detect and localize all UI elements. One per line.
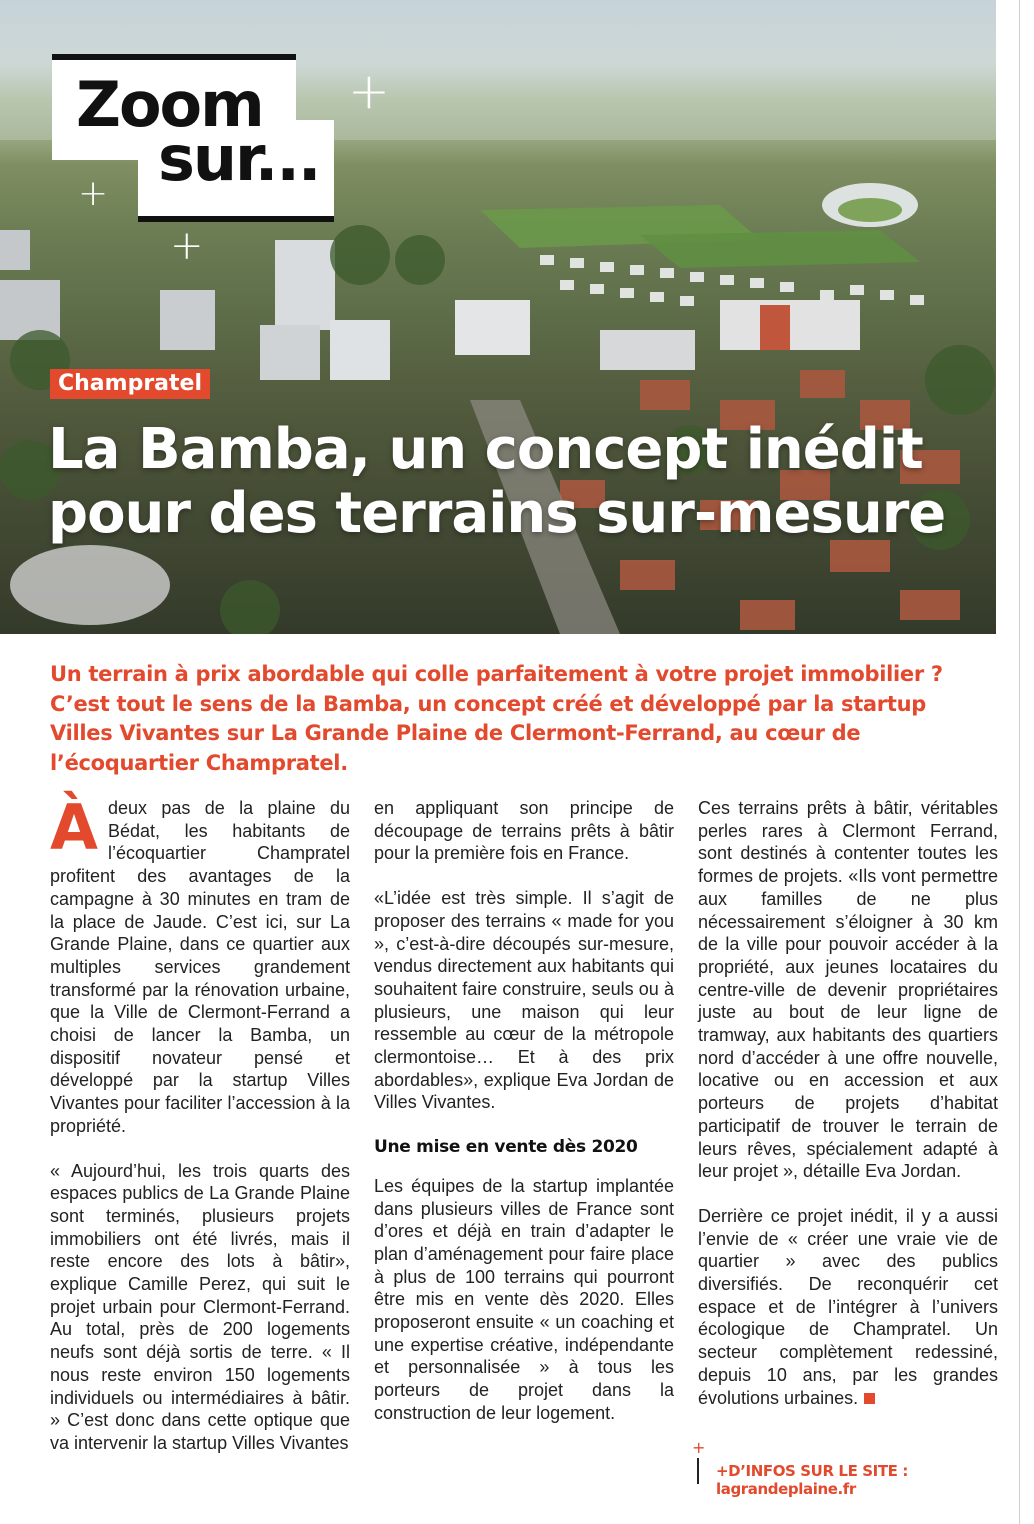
zoom-title-line2: sur... (158, 122, 320, 195)
plus-decoration-icon: + (348, 62, 390, 120)
info-divider (697, 1458, 699, 1484)
end-mark-icon (864, 1393, 875, 1404)
page-margin (996, 0, 1034, 1524)
article-column-1 (50, 791, 350, 1477)
article-paragraph: Les équipes de la startup implantée dans plusieurs villes de France sont d’ores et déjà en train d’adapter le plan d’aménagement pour faire place à plus de 100 terrains qui pourront être mis en vente dès 2020. Elles proposeront ensuite « un coaching et une expertise créative, indépendante et personnalisée » à tous les porteurs de projet dans la construction de leur logement. (374, 1175, 674, 1423)
website-link[interactable]: +D’INFOS SUR LE SITE : lagrandeplaine.fr (716, 1462, 908, 1498)
article-column-3 (698, 797, 998, 1431)
article-headline: La Bamba, un concept inédit pour des terrains sur-mesure (48, 417, 946, 546)
zoom-title-line1: Zoom (76, 68, 263, 141)
article-paragraph-continued: en appliquant son principe de découpage de terrains prêts à bâtir pour la première fois en France. (374, 798, 674, 864)
section-kicker: Champratel (50, 369, 210, 399)
article-paragraph (698, 1205, 998, 1409)
info-plus-icon: + (692, 1438, 706, 1457)
drop-cap: À (50, 791, 98, 864)
article-column-2 (374, 797, 674, 1447)
article-subheading: Une mise en vente dès 2020 (374, 1137, 638, 1158)
plus-decoration-icon: + (170, 223, 204, 269)
plus-decoration-icon: + (78, 173, 109, 214)
article-paragraph: Ces terrains prêts à bâtir, véritables perles rares à Clermont Ferrand, sont destinés à contenter toutes les formes de projets. «Ils vont permettre aux familles de ne plus nécessairement s’éloigner à 30 km de la ville pour pouvoir accéder à la propriété, aux jeunes locataires du centre-ville de devenir propriétaires juste au bout de leur ligne de tramway, aux habitants des quartiers nord d’accéder à une offre nouvelle, locative ou en accession et aux porteurs de projets d’habitat participatif de trouver le terrain de leurs rêves, spécialement adapté à leur projet », détaille Eva Jordan. (698, 798, 998, 1182)
page-edge-line (1019, 0, 1020, 1524)
article-paragraph: «L’idée est très simple. Il s’agit de proposer des terrains « made for you », c’est-à-dire découpés sur-mesure, vendus directement aux habitants qui souhaitent faire construire, seuls ou à plusieurs, une maison qui leur ressemble au cœur de la métropole clermontoise… Et à des prix abordables», explique Eva Jordan de Villes Vivantes. (374, 888, 674, 1113)
article-paragraph: « Aujourd’hui, les trois quarts des espaces publics de La Grande Plaine sont terminés, plusieurs projets immobiliers ont été livrés, mais il reste encore des lots à bâtir», explique Camille Perez, qui suit le projet urbain pour Clermont-Ferrand. Au total, près de 200 logements neufs sont déjà sortis de terre. « Il nous reste environ 150 logements individuels ou intermédiaires à bâtir. » C’est donc dans cette optique que va intervenir la startup Villes Vivantes (50, 1160, 350, 1453)
paragraph-text: deux pas de la plaine du Bédat, les habitants de l’écoquartier Champratel profitent des avantages de la campagne à 30 minutes en tram de la place de Jaude. C’est ici, sur La Grande Plaine, dans ce quartier aux multiples services grandement transformé par la rénovation urbaine, que la Ville de Clermont-Ferrand a choisi de lancer la Bamba, un dispositif novateur pensé et développé par la startup Villes Vivantes pour faciliter l’accession à la propriété. (50, 798, 350, 1136)
hero-aerial-photo (0, 0, 996, 634)
paragraph-text: Derrière ce projet inédit, il y a aussi l’envie de « créer une vraie vie de quartier » avec des publics diversifiés. De reconquérir cet espace et de l’intégrer à l’univers écologique de Champratel. Un secteur complètement redessiné, depuis 10 ans, par les grandes évolutions urbaines. (698, 1205, 998, 1408)
article-intro: Un terrain à prix abordable qui colle parfaitement à votre projet immobilier ? C’est tout le sens de la Bamba, un concept créé et développé par la startup Villes Vivantes sur La Grande Plaine de Clermont-Ferrand, au cœur de l’écoquartier Champratel. (50, 662, 943, 775)
article-paragraph (50, 791, 350, 1138)
